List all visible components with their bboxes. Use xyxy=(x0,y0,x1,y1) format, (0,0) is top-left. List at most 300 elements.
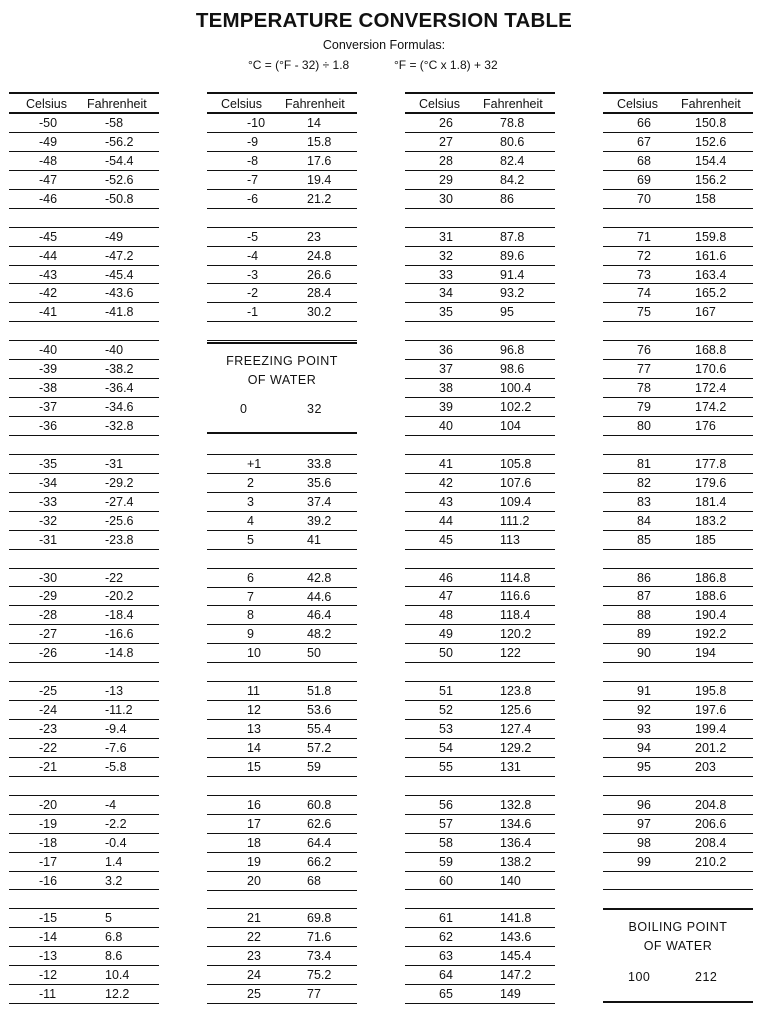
celsius-value: 70 xyxy=(637,191,651,206)
celsius-value: 34 xyxy=(439,286,453,301)
celsius-value: 25 xyxy=(247,987,261,1002)
table-row xyxy=(9,947,159,966)
table-row xyxy=(603,190,753,209)
group-spacer xyxy=(405,777,555,796)
fahrenheit-value: 8.6 xyxy=(105,949,123,964)
fahrenheit-value: 158 xyxy=(695,191,716,206)
fahrenheit-value: -22 xyxy=(105,570,124,585)
table-row xyxy=(405,266,555,285)
group-spacer xyxy=(9,663,159,682)
fahrenheit-value: 183.2 xyxy=(695,513,727,528)
celsius-value: 60 xyxy=(439,873,453,888)
fahrenheit-value: -27.4 xyxy=(105,494,134,509)
fahrenheit-value: 91.4 xyxy=(500,267,525,282)
celsius-value: 94 xyxy=(637,740,651,755)
table-row xyxy=(207,474,357,493)
table-row xyxy=(405,455,555,474)
table-row xyxy=(207,190,357,209)
table-row xyxy=(405,114,555,133)
celsius-value: 63 xyxy=(439,949,453,964)
formulas-heading: Conversion Formulas: xyxy=(322,38,446,52)
celsius-value: -25 xyxy=(39,684,58,699)
fahrenheit-value: 197.6 xyxy=(695,703,727,718)
table-row xyxy=(207,796,357,815)
celsius-value: -29 xyxy=(39,589,58,604)
table-row xyxy=(603,152,753,171)
celsius-value: 52 xyxy=(439,703,453,718)
celsius-value: 88 xyxy=(637,608,651,623)
fahrenheit-value: 152.6 xyxy=(695,134,727,149)
table-row xyxy=(9,114,159,133)
celsius-value: -17 xyxy=(39,854,58,869)
fahrenheit-value: 194 xyxy=(695,646,716,661)
boiling-celsius: 100 xyxy=(628,970,651,984)
celsius-value: 3 xyxy=(247,494,254,509)
celsius-value: 44 xyxy=(439,513,453,528)
celsius-value: -34 xyxy=(39,475,58,490)
table-row xyxy=(207,966,357,985)
fahrenheit-header: Fahrenheit xyxy=(87,97,147,111)
fahrenheit-value: 44.6 xyxy=(307,589,332,604)
fahrenheit-value: 195.8 xyxy=(695,684,727,699)
fahrenheit-value: 41 xyxy=(307,532,321,547)
table-row xyxy=(207,815,357,834)
celsius-value: -6 xyxy=(247,191,259,206)
celsius-value: -3 xyxy=(247,267,259,282)
fahrenheit-value: 141.8 xyxy=(500,911,532,926)
celsius-value: 6 xyxy=(247,570,254,585)
fahrenheit-value: -31 xyxy=(105,456,124,471)
celsius-value: 41 xyxy=(439,456,453,471)
table-row xyxy=(405,569,555,588)
fahrenheit-header: Fahrenheit xyxy=(681,97,741,111)
celsius-value: 24 xyxy=(247,968,261,983)
fahrenheit-value: 165.2 xyxy=(695,286,727,301)
table-row xyxy=(405,985,555,1004)
fahrenheit-value: 111.2 xyxy=(500,513,530,528)
table-row xyxy=(405,512,555,531)
table-row xyxy=(405,834,555,853)
table-row xyxy=(405,739,555,758)
table-row xyxy=(207,455,357,474)
celsius-value: 55 xyxy=(439,759,453,774)
table-row xyxy=(9,909,159,928)
celsius-header: Celsius xyxy=(26,97,67,111)
table-row xyxy=(603,341,753,360)
fahrenheit-value: 172.4 xyxy=(695,381,727,396)
boiling-fahrenheit: 212 xyxy=(695,970,718,984)
table-row xyxy=(603,644,753,663)
fahrenheit-value: 201.2 xyxy=(695,740,727,755)
celsius-value: 93 xyxy=(637,722,651,736)
fahrenheit-header: Fahrenheit xyxy=(285,97,345,111)
celsius-value: 85 xyxy=(637,532,651,547)
celsius-value: 11 xyxy=(247,684,260,699)
table-row xyxy=(207,985,357,1004)
table-row xyxy=(405,190,555,209)
table-row xyxy=(405,493,555,512)
fahrenheit-value: -16.6 xyxy=(105,627,134,642)
celsius-value: -39 xyxy=(39,362,58,377)
celsius-value: -38 xyxy=(39,381,58,396)
table-row xyxy=(207,531,357,550)
celsius-value: -37 xyxy=(39,400,58,415)
celsius-value: -41 xyxy=(39,305,58,320)
table-row xyxy=(603,360,753,379)
fahrenheit-value: 176 xyxy=(695,419,716,433)
celsius-value: -45 xyxy=(39,229,58,244)
fahrenheit-value: -25.6 xyxy=(105,513,134,528)
group-spacer xyxy=(603,550,753,569)
fahrenheit-value: 86 xyxy=(500,191,514,206)
group-spacer xyxy=(9,777,159,796)
table-row xyxy=(405,853,555,872)
fahrenheit-value: 28.4 xyxy=(307,286,332,301)
group-spacer xyxy=(207,663,357,682)
table-row xyxy=(207,720,357,739)
celsius-value: 66 xyxy=(637,116,651,130)
fahrenheit-value: 35.6 xyxy=(307,475,332,490)
fahrenheit-value: 118.4 xyxy=(500,608,531,623)
fahrenheit-value: 64.4 xyxy=(307,835,332,850)
table-row xyxy=(9,133,159,152)
table-row xyxy=(9,569,159,588)
celsius-value: -24 xyxy=(39,703,58,718)
table-row xyxy=(9,606,159,625)
table-row xyxy=(9,303,159,322)
celsius-value: -21 xyxy=(39,759,58,774)
group-spacer xyxy=(603,209,753,228)
fahrenheit-value: 120.2 xyxy=(500,627,532,642)
group-spacer xyxy=(9,209,159,228)
table-row xyxy=(9,872,159,891)
table-row xyxy=(207,152,357,171)
fahrenheit-value: 15.8 xyxy=(307,134,332,149)
table-column-4 xyxy=(603,92,753,985)
fahrenheit-value: -50.8 xyxy=(105,191,134,206)
table-row xyxy=(405,360,555,379)
celsius-value: -31 xyxy=(39,532,58,547)
table-row xyxy=(9,587,159,606)
celsius-value: 23 xyxy=(247,949,261,964)
table-row xyxy=(405,947,555,966)
celsius-value: -5 xyxy=(247,229,259,244)
celsius-value: 97 xyxy=(637,816,651,831)
table-row xyxy=(405,474,555,493)
celsius-value: -11 xyxy=(39,987,57,1002)
celsius-value: 76 xyxy=(637,343,651,358)
celsius-value: 2 xyxy=(247,475,254,490)
celsius-value: -4 xyxy=(247,248,259,263)
celsius-value: 5 xyxy=(247,532,254,547)
formula-fahrenheit: °F = (°C x 1.8) + 32 xyxy=(394,58,498,72)
column-header xyxy=(405,92,555,114)
fahrenheit-value: 50 xyxy=(307,646,321,661)
celsius-value: 30 xyxy=(439,191,453,206)
table-row xyxy=(207,247,357,266)
table-row xyxy=(207,834,357,853)
table-row xyxy=(405,531,555,550)
group-spacer xyxy=(9,322,159,341)
fahrenheit-value: 154.4 xyxy=(695,153,727,168)
table-row xyxy=(207,114,357,133)
fahrenheit-value: -41.8 xyxy=(105,305,134,320)
table-row xyxy=(405,417,555,436)
table-row xyxy=(603,682,753,701)
celsius-value: 28 xyxy=(439,153,453,168)
table-row xyxy=(603,701,753,720)
celsius-value: 57 xyxy=(439,816,453,831)
table-row xyxy=(9,152,159,171)
celsius-value: 33 xyxy=(439,267,453,282)
celsius-value: -1 xyxy=(247,305,259,320)
group-spacer xyxy=(603,663,753,682)
table-row xyxy=(9,531,159,550)
table-row xyxy=(603,284,753,303)
celsius-value: 26 xyxy=(439,116,453,130)
group-spacer xyxy=(405,209,555,228)
fahrenheit-value: 136.4 xyxy=(500,835,532,850)
table-row xyxy=(603,247,753,266)
celsius-value: -13 xyxy=(39,949,58,964)
celsius-value: 82 xyxy=(637,475,651,490)
table-row xyxy=(207,739,357,758)
table-row xyxy=(9,928,159,947)
celsius-value: -28 xyxy=(39,608,58,623)
celsius-value: 8 xyxy=(247,608,254,623)
celsius-value: 47 xyxy=(439,589,453,604)
table-row xyxy=(405,587,555,606)
table-row xyxy=(207,758,357,777)
celsius-value: 19 xyxy=(247,854,261,869)
fahrenheit-value: 12.2 xyxy=(105,987,130,1002)
freezing-point-label: FREEZING POINT xyxy=(226,354,338,368)
celsius-value: -9 xyxy=(247,134,259,149)
celsius-value: 14 xyxy=(247,741,261,755)
fahrenheit-value: 204.8 xyxy=(695,797,727,812)
group-spacer xyxy=(207,209,357,228)
table-row xyxy=(207,303,357,322)
fahrenheit-value: 199.4 xyxy=(695,722,727,736)
group-spacer xyxy=(9,436,159,455)
fahrenheit-value: 66.2 xyxy=(307,854,332,869)
celsius-value: -36 xyxy=(39,419,58,433)
table-row xyxy=(9,474,159,493)
freezing-fahrenheit: 32 xyxy=(307,402,322,416)
fahrenheit-value: 206.6 xyxy=(695,816,727,831)
celsius-value: -18 xyxy=(39,835,58,850)
fahrenheit-value: 60.8 xyxy=(307,797,332,812)
celsius-value: 87 xyxy=(637,589,651,604)
table-row xyxy=(603,512,753,531)
fahrenheit-value: 168.8 xyxy=(695,343,727,358)
celsius-value: 9 xyxy=(247,627,254,642)
fahrenheit-value: 84.2 xyxy=(500,172,525,187)
celsius-header: Celsius xyxy=(221,97,262,111)
fahrenheit-value: -4 xyxy=(105,797,117,812)
fahrenheit-value: 30.2 xyxy=(307,305,332,320)
column-body xyxy=(603,114,753,985)
column-header xyxy=(603,92,753,114)
fahrenheit-value: -23.8 xyxy=(105,532,134,547)
celsius-value: 32 xyxy=(439,248,453,263)
celsius-value: 92 xyxy=(637,703,651,718)
fahrenheit-value: 77 xyxy=(307,987,321,1002)
fahrenheit-value: 170.6 xyxy=(695,362,727,377)
table-row xyxy=(405,341,555,360)
celsius-value: 89 xyxy=(637,627,651,642)
celsius-value: -22 xyxy=(39,740,58,755)
page-title: TEMPERATURE CONVERSION TABLE xyxy=(195,9,573,32)
celsius-value: 4 xyxy=(247,513,254,528)
fahrenheit-value: -20.2 xyxy=(105,589,134,604)
celsius-value: +1 xyxy=(247,456,262,471)
celsius-value: -10 xyxy=(247,116,266,130)
table-row xyxy=(603,796,753,815)
celsius-value: 12 xyxy=(247,703,261,718)
fahrenheit-value: -32.8 xyxy=(105,419,134,433)
table-row xyxy=(9,190,159,209)
fahrenheit-value: -38.2 xyxy=(105,362,134,377)
table-row xyxy=(603,815,753,834)
table-row xyxy=(9,284,159,303)
group-spacer xyxy=(207,436,357,455)
celsius-value: 20 xyxy=(247,873,261,888)
celsius-value: 49 xyxy=(439,627,453,642)
table-row xyxy=(603,606,753,625)
table-row xyxy=(603,587,753,606)
table-row xyxy=(405,152,555,171)
fahrenheit-value: 98.6 xyxy=(500,362,525,377)
fahrenheit-value: 96.8 xyxy=(500,343,525,358)
celsius-value: 35 xyxy=(439,305,453,320)
fahrenheit-value: -11.2 xyxy=(105,703,133,718)
celsius-value: 36 xyxy=(439,343,453,358)
fahrenheit-value: 147.2 xyxy=(500,968,532,983)
celsius-value: 84 xyxy=(637,513,651,528)
fahrenheit-value: -58 xyxy=(105,116,124,130)
table-row xyxy=(405,815,555,834)
celsius-value: 45 xyxy=(439,532,453,547)
fahrenheit-value: -45.4 xyxy=(105,267,134,282)
celsius-value: 59 xyxy=(439,854,453,869)
fahrenheit-value: 73.4 xyxy=(307,949,332,964)
celsius-value: 29 xyxy=(439,172,453,187)
fahrenheit-value: 3.2 xyxy=(105,873,123,888)
celsius-value: 53 xyxy=(439,722,453,736)
celsius-value: 54 xyxy=(439,740,453,755)
table-row xyxy=(603,739,753,758)
table-row xyxy=(405,379,555,398)
celsius-value: 90 xyxy=(637,646,651,661)
table-column-2 xyxy=(207,92,357,1004)
table-row xyxy=(405,966,555,985)
table-row xyxy=(9,815,159,834)
celsius-value: 50 xyxy=(439,646,453,661)
fahrenheit-value: 87.8 xyxy=(500,229,525,244)
celsius-value: 48 xyxy=(439,608,453,623)
table-row xyxy=(603,133,753,152)
group-spacer xyxy=(405,322,555,341)
fahrenheit-value: 143.6 xyxy=(500,930,532,945)
fahrenheit-value: 23 xyxy=(307,229,321,244)
fahrenheit-value: -36.4 xyxy=(105,381,134,396)
table-row xyxy=(603,531,753,550)
fahrenheit-value: 59 xyxy=(307,759,321,774)
table-row xyxy=(405,701,555,720)
table-row xyxy=(405,928,555,947)
celsius-value: 91 xyxy=(637,684,651,699)
celsius-value: -35 xyxy=(39,456,58,471)
celsius-value: 98 xyxy=(637,835,651,850)
formula-celsius: °C = (°F - 32) ÷ 1.8 xyxy=(248,58,350,72)
table-row xyxy=(603,493,753,512)
celsius-value: 67 xyxy=(637,134,651,149)
celsius-value: -32 xyxy=(39,513,58,528)
celsius-value: -44 xyxy=(39,248,58,263)
fahrenheit-value: 62.6 xyxy=(307,816,332,831)
celsius-value: 56 xyxy=(439,797,453,812)
table-row xyxy=(405,644,555,663)
column-body xyxy=(207,114,357,1004)
fahrenheit-value: -18.4 xyxy=(105,608,134,623)
table-row xyxy=(9,644,159,663)
celsius-value: -2 xyxy=(247,286,259,301)
fahrenheit-value: 46.4 xyxy=(307,608,332,623)
table-row xyxy=(207,928,357,947)
celsius-value: 38 xyxy=(439,381,453,396)
table-row xyxy=(603,379,753,398)
group-spacer xyxy=(405,890,555,909)
table-row xyxy=(405,228,555,247)
fahrenheit-value: -43.6 xyxy=(105,286,134,301)
table-row xyxy=(9,720,159,739)
fahrenheit-value: 39.2 xyxy=(307,513,332,528)
fahrenheit-value: 19.4 xyxy=(307,172,332,187)
celsius-value: 15 xyxy=(247,759,261,774)
fahrenheit-value: -13 xyxy=(105,684,124,699)
celsius-value: 16 xyxy=(247,797,261,812)
table-row xyxy=(603,625,753,644)
table-row xyxy=(207,872,357,891)
celsius-value: 42 xyxy=(439,475,453,490)
group-spacer xyxy=(603,777,753,796)
column-body xyxy=(405,114,555,1004)
celsius-value: 21 xyxy=(247,911,261,926)
table-row xyxy=(9,512,159,531)
celsius-value: 72 xyxy=(637,248,651,263)
group-spacer xyxy=(603,322,753,341)
fahrenheit-value: 132.8 xyxy=(500,797,532,812)
celsius-value: 37 xyxy=(439,362,453,377)
group-spacer xyxy=(207,550,357,569)
celsius-value: 62 xyxy=(439,930,453,945)
fahrenheit-value: 10.4 xyxy=(105,968,130,983)
column-header xyxy=(9,92,159,114)
table-row xyxy=(207,644,357,663)
fahrenheit-value: -0.4 xyxy=(105,835,127,850)
fahrenheit-value: 181.4 xyxy=(695,494,727,509)
fahrenheit-value: 33.8 xyxy=(307,456,332,471)
fahrenheit-value: 174.2 xyxy=(695,400,727,415)
table-row xyxy=(9,758,159,777)
celsius-value: -20 xyxy=(39,797,58,812)
celsius-value: 80 xyxy=(637,419,651,433)
table-row xyxy=(9,853,159,872)
table-row xyxy=(603,569,753,588)
fahrenheit-value: 156.2 xyxy=(695,172,727,187)
fahrenheit-value: 186.8 xyxy=(695,570,727,585)
